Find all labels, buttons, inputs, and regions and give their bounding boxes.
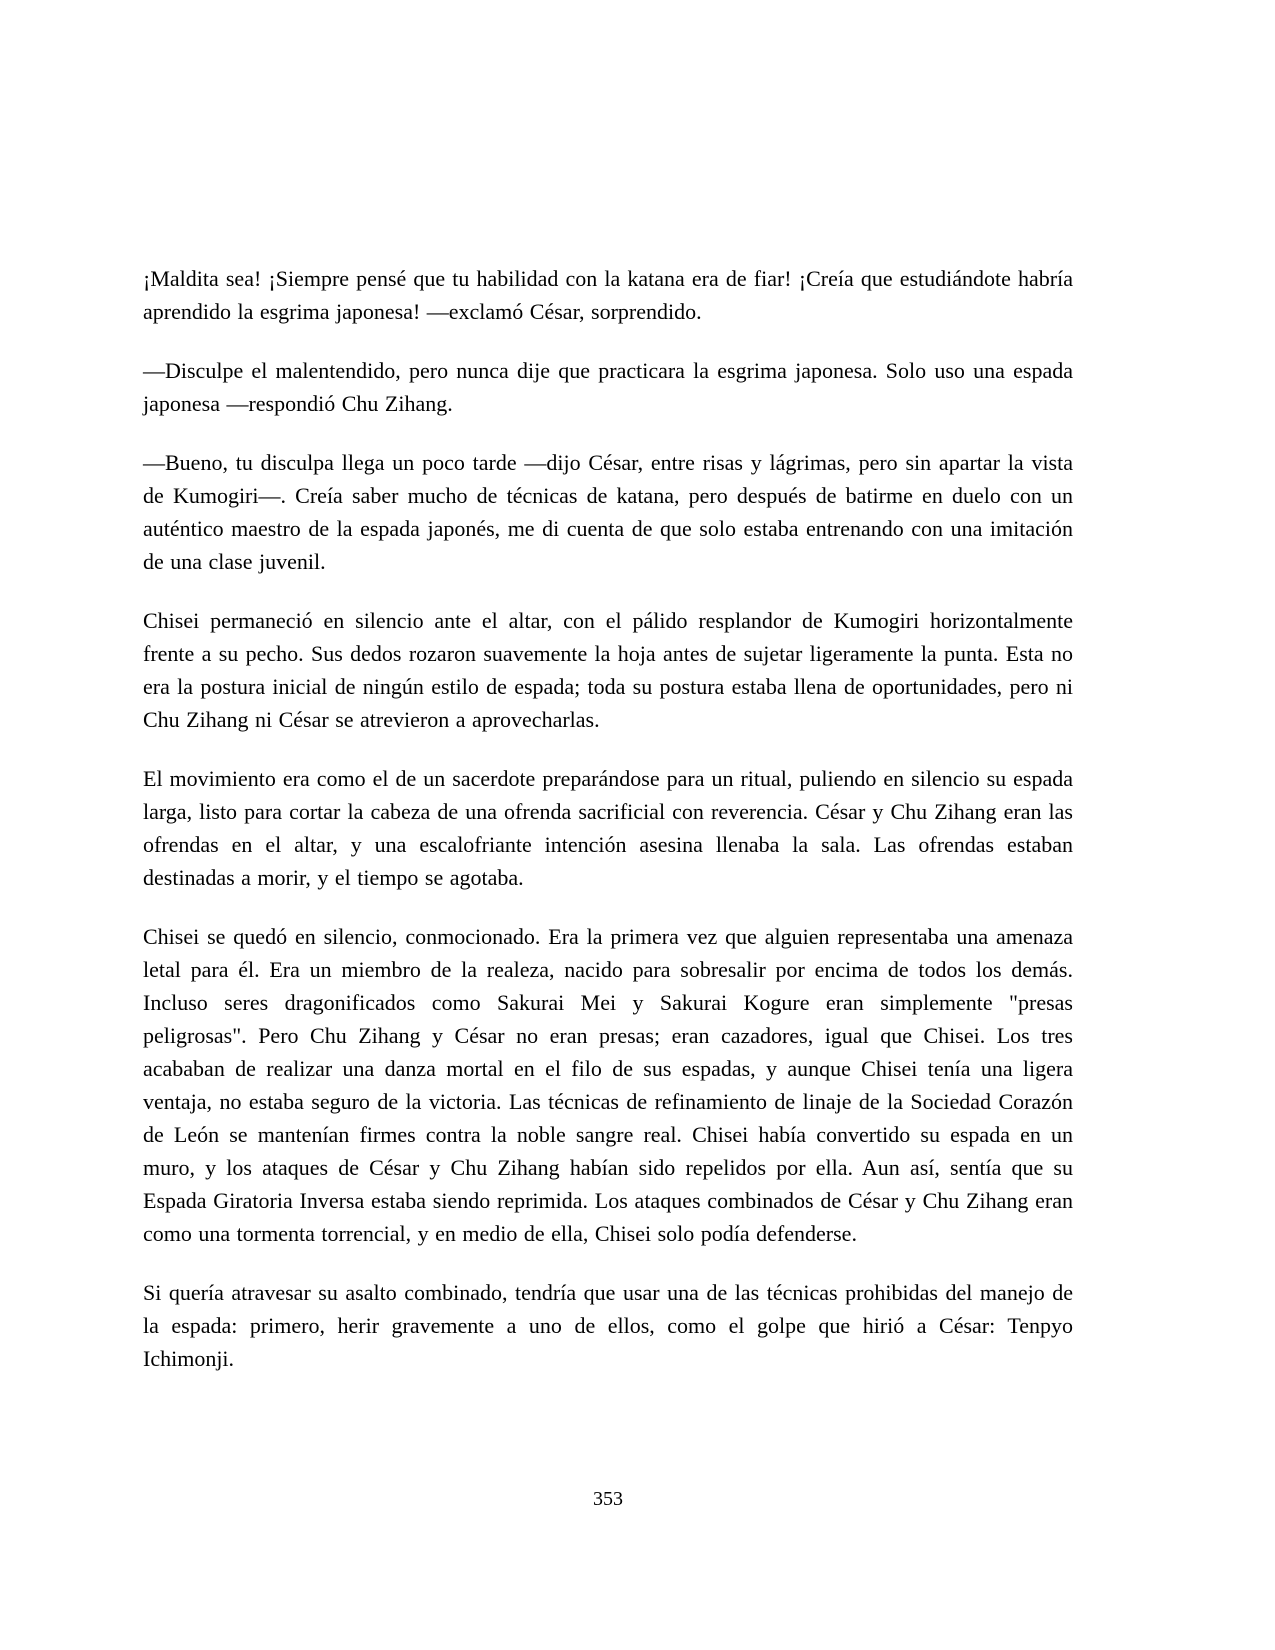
paragraph-7: Si quería atravesar su asalto combinado, tendría que usar una de las técnicas prohibidas del manejo de la espada: primero, herir gravemente a uno de ellos, como el golpe que hirió a César: Tenpyo Ichimonji. bbox=[143, 1280, 1073, 1371]
paragraph-1: ¡Maldita sea! ¡Siempre pensé que tu habilidad con la katana era de fiar! ¡Creía que estudiándote habría aprendido la esgrima japonesa! —exclamó César, sorprendido. bbox=[143, 266, 1073, 324]
paragraph-5: El movimiento era como el de un sacerdote preparándose para un ritual, puliendo en silencio su espada larga, listo para cortar la cabeza de una ofrenda sacrificial con reverencia. César y Chu Zihang eran las ofrendas en el altar, y una escalofriante intención asesina llenaba la sala. Las ofrendas estaban destinadas a morir, y el tiempo se agotaba. bbox=[143, 766, 1073, 890]
paragraph-4: Chisei permaneció en silencio ante el altar, con el pálido resplandor de Kumogiri horizontalmente frente a su pecho. Sus dedos rozaron suavemente la hoja antes de sujetar ligeramente la punta. Esta no era la postura inicial de ningún estilo de espada; toda su postura estaba llena de oportunidades, pero ni Chu Zihang ni César se atrevieron a aprovecharlas. bbox=[143, 608, 1073, 732]
paragraph-2: —Disculpe el malentendido, pero nunca dije que practicara la esgrima japonesa. Solo uso una espada japonesa —respondió Chu Zihang. bbox=[143, 358, 1073, 416]
text-content bbox=[143, 262, 1073, 1375]
paragraph-6: Chisei se quedó en silencio, conmocionado. Era la primera vez que alguien representaba una amenaza letal para él. Era un miembro de la realeza, nacido para sobresalir por encima de todos los demás. Incluso seres dragonificados como Sakurai Mei y Sakurai Kogure eran simplemente "presas peligrosas". Pero Chu Zihang y César no eran presas; eran cazadores, igual que Chisei. Los tres acababan de realizar una danza mortal en el filo de sus espadas, y aunque Chisei tenía una ligera ventaja, no estaba seguro de la victoria. Las técnicas de refinamiento de linaje de la Sociedad Corazón de León se mantenían firmes contra la noble sangre real. Chisei había convertido su espada en un muro, y los ataques de César y Chu Zihang habían sido repelidos por ella. Aun así, sentía que su Espada Giratoria Inversa estaba siendo reprimida. Los ataques combinados de César y Chu Zihang eran como una tormenta torrencial, y en medio de ella, Chisei solo podía defenderse. bbox=[143, 924, 1073, 1246]
paragraph-3: —Bueno, tu disculpa llega un poco tarde —dijo César, entre risas y lágrimas, pero sin apartar la vista de Kumogiri—. Creía saber mucho de técnicas de katana, pero después de batirme en duelo con un auténtico maestro de la espada japonés, me di cuenta de que solo estaba entrenando con una imitación de una clase juvenil. bbox=[143, 450, 1073, 574]
page-number: 353 bbox=[593, 1488, 623, 1510]
